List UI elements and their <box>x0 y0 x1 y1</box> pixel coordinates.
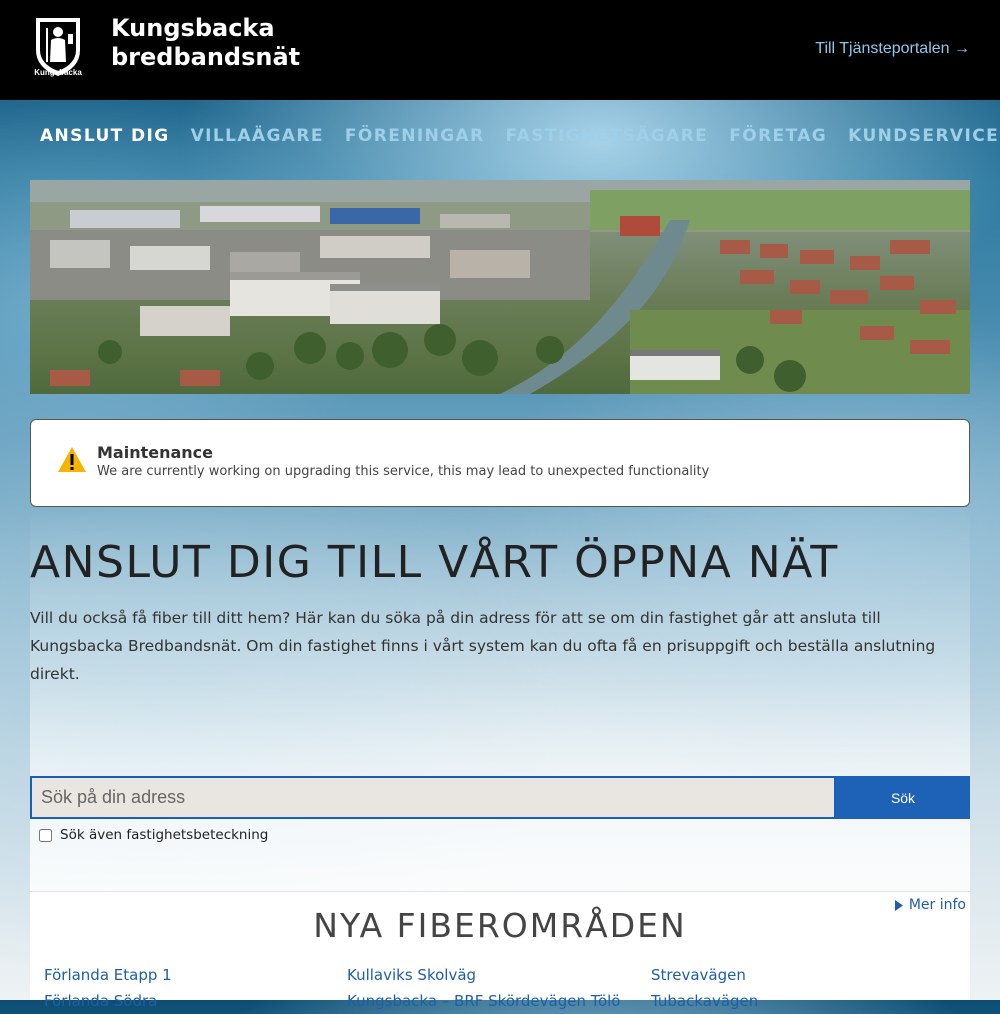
nav-item-fastighetsagare[interactable]: FASTIGHETSÄGARE <box>505 126 709 146</box>
address-search-input[interactable] <box>30 776 836 819</box>
nav-item-kundservice[interactable]: KUNDSERVICE <box>848 126 1000 146</box>
property-designation-option[interactable] <box>39 827 268 843</box>
nav-item-anslut-dig[interactable]: ANSLUT DIG <box>40 126 170 146</box>
areas-column-1 <box>44 962 172 1014</box>
new-fiber-areas <box>30 891 970 1010</box>
area-link[interactable]: Kullaviks Skolväg <box>347 966 477 984</box>
search-button[interactable]: Sök <box>836 776 970 819</box>
nav-item-foretag[interactable]: FÖRETAG <box>729 126 828 146</box>
areas-column-2 <box>347 962 620 1014</box>
area-link[interactable]: Strevavägen <box>651 966 746 984</box>
property-designation-label: Sök även fastighetsbeteckning <box>60 827 269 843</box>
aerial-town-illustration <box>30 180 970 394</box>
brand-line-2: bredbandsnät <box>111 43 301 71</box>
main-nav <box>40 126 999 146</box>
page-title: ANSLUT DIG TILL VÅRT ÖPPNA NÄT <box>30 537 839 588</box>
maintenance-text: We are currently working on upgrading this service, this may lead to unexpected functionality <box>97 464 710 479</box>
logo-caption: Kungsbacka <box>34 68 82 77</box>
intro-text: Vill du också få fiber till ditt hem? Här kan du söka på din adress för att se om din fastighet går att ansluta till Kungsbacka Bredbandsnät. Om din fastighet finns i vårt system kan du ofta få en prisuppgift och beställa anslutning direkt. <box>30 609 936 683</box>
main-content <box>30 507 970 1010</box>
top-bar <box>0 0 1000 100</box>
site-brand[interactable] <box>111 14 300 72</box>
areas-title: NYA FIBEROMRÅDEN <box>313 906 687 945</box>
maintenance-notice <box>30 419 970 507</box>
hero-aerial-image <box>30 180 970 394</box>
area-link[interactable]: Kungsbacka – BRF Skördevägen Tölö <box>347 992 621 1010</box>
mer-info-label: Mer info <box>908 897 966 913</box>
address-search <box>30 776 970 819</box>
brand-line-1: Kungsbacka <box>111 14 275 42</box>
property-designation-checkbox[interactable] <box>39 829 52 842</box>
nav-item-foreningar[interactable]: FÖRENINGAR <box>344 126 485 146</box>
warning-icon <box>57 445 87 475</box>
nav-item-villaagare[interactable]: VILLAÄGARE <box>190 126 324 146</box>
area-link[interactable]: Förlanda Södra <box>44 992 158 1010</box>
area-link[interactable]: Förlanda Etapp 1 <box>44 966 172 984</box>
area-link[interactable]: Tubackavägen <box>651 992 759 1010</box>
maintenance-title: Maintenance <box>97 443 214 462</box>
tjansteportalen-link[interactable]: Till Tjänsteportalen → <box>815 40 970 57</box>
areas-column-3 <box>651 962 758 1014</box>
